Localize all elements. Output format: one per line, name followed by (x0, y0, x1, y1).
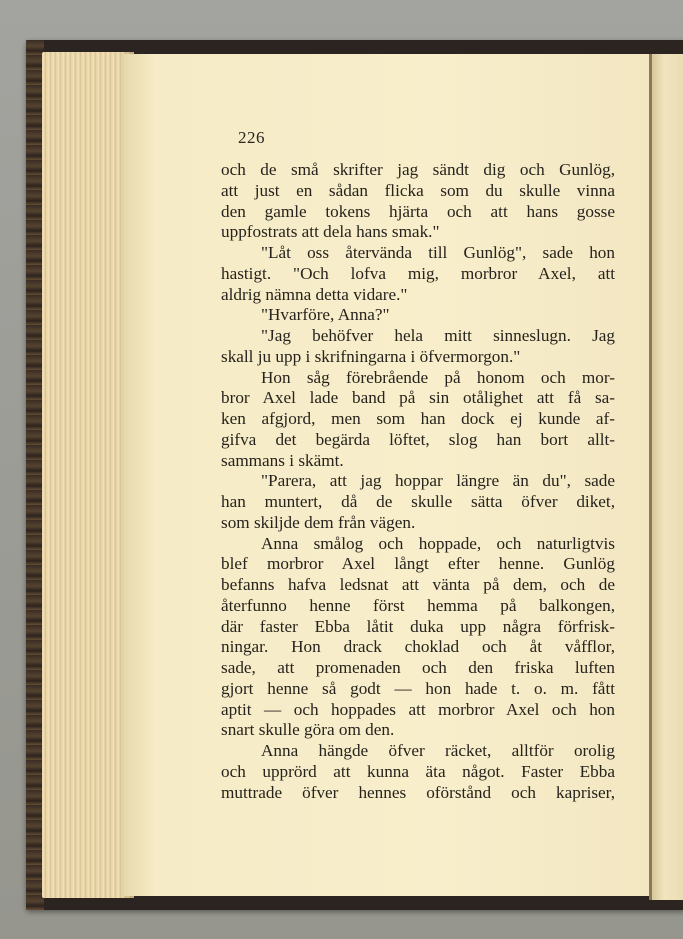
text-line: han muntert, då de skulle sätta öfver diket, (221, 492, 615, 511)
text-line: ningar. Hon drack choklad och åt våfflor, (221, 637, 615, 657)
text-line: att just en sådan flicka som du skulle vinna (221, 180, 615, 200)
text-line: och upprörd att kunna äta något. Faster Ebba (221, 761, 615, 781)
text-line: och de små skrifter jag sändt dig och Gunlög, (221, 160, 615, 179)
text-line: "Låt oss återvända till Gunlög", sade hon (261, 243, 615, 262)
text-line: blef morbror Axel långt efter henne. Gunlög (221, 554, 615, 574)
text-line: snart skulle göra om den. (221, 720, 395, 740)
text-line: Anna smålog och hoppade, och naturligtvis (261, 533, 615, 553)
text-line: aldrig nämna detta vidare." (221, 284, 408, 304)
text-line: som skiljde dem från vägen. (221, 512, 416, 532)
page-edges (42, 52, 134, 898)
text-line: ken afgjord, men som han dock ej kunde af- (221, 409, 615, 428)
text-line: gifva det begärda löftet, slog han bort allt- (221, 429, 615, 449)
text-line: uppfostrats att dela hans smak." (221, 222, 440, 242)
text-line: Anna hängde öfver räcket, alltför orolig (261, 741, 615, 760)
text-line: "Jag behöfver hela mitt sinneslugn. Jag (261, 326, 615, 345)
text-line: skall ju upp i skrifningarna i öfvermorgon." (221, 346, 521, 366)
text-line: "Hvarföre, Anna?" (261, 305, 390, 325)
text-line: återfunno henne först hemma på balkongen, (221, 595, 615, 615)
facing-page-edge (652, 54, 683, 900)
page-body-text (221, 160, 615, 803)
text-line: aptit — och hoppades att morbror Axel och hon (221, 699, 615, 719)
text-line: den gamle tokens hjärta och att hans gosse (221, 201, 615, 221)
text-line: sade, att promenaden och den friska luften (221, 658, 615, 677)
text-line: befanns hafva ledsnat att vänta på dem, och de (221, 575, 615, 594)
text-line: muttrade öfver hennes oförstånd och kapriser, (221, 782, 615, 802)
text-line: Hon såg förebrående på honom och mor- (261, 367, 615, 387)
text-line: sammans i skämt. (221, 450, 344, 470)
text-line: "Parera, att jag hoppar längre än du", sade (261, 471, 615, 491)
text-line: där faster Ebba låtit duka upp några förfrisk- (221, 616, 615, 636)
text-line: hastigt. "Och lofva mig, morbror Axel, att (221, 263, 615, 283)
text-line: gjort henne så godt — hon hade t. o. m. fått (221, 678, 615, 698)
page-number: 226 (238, 128, 265, 147)
text-line: bror Axel lade band på sin otålighet att få sa- (221, 388, 615, 408)
